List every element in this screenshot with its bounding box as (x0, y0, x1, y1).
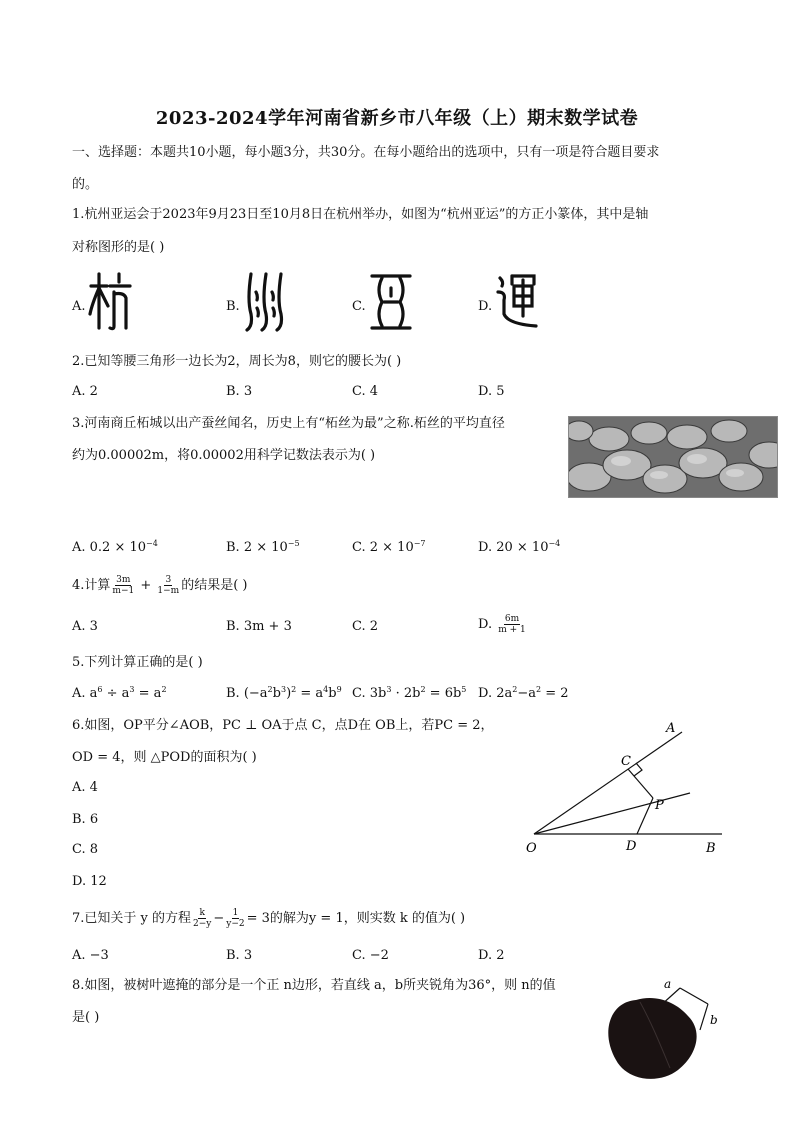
q6-geometry-figure (520, 712, 730, 860)
silk-cocoon-photo (568, 416, 778, 498)
q4-option-b: B. 3m + 3 (226, 619, 292, 634)
q4-fraction-1: $\frac{3m}{m-1}$ (112, 575, 135, 596)
q2-option-a: A. 2 (72, 384, 98, 399)
q3-stem-line1: 3.河南商丘柘城以出产蚕丝闻名，历史上有“柘丝为最”之称.柘丝的平均直径 (72, 416, 505, 431)
q4-stem: 4.计算 $\frac{3m}{m-1}$ + $\frac{3}{1-m}$ 的结果是( ) (72, 575, 248, 596)
q7-fraction-1: $\frac{k}{2-y}$ (193, 908, 212, 929)
segment-pd (637, 798, 653, 834)
ray-oa (534, 732, 682, 834)
label-b: B (706, 841, 716, 856)
q5-option-a: A. $a^6 \div a^3 = a^2$ (72, 685, 167, 701)
q3-option-c: C. $2 \times 10^{-7}$ (352, 539, 426, 555)
q6-stem-line2: OD = 4，则 △POD的面积为( ) (72, 750, 257, 765)
q2-option-d: D. 5 (478, 384, 505, 399)
bisector-op (534, 793, 690, 834)
q6-option-c: C. 8 (72, 842, 99, 857)
label-o: O (526, 841, 537, 856)
seal-glyph-hang-icon (88, 270, 132, 332)
q1-option-a: A. (72, 299, 86, 314)
q6-option-d: D. 12 (72, 874, 107, 889)
q5-stem: 5.下列计算正确的是( ) (72, 655, 203, 670)
section-heading-line1: 一、选择题：本题共10小题，每小题3分，共30分。在每小题给出的选项中，只有一项是符合题目要求 (72, 145, 660, 160)
seal-glyph-yun-icon (494, 270, 540, 332)
q7-option-c: C. −2 (352, 948, 389, 963)
q7-option-d: D. 2 (478, 948, 505, 963)
q1-option-d: D. (478, 299, 493, 314)
q2-option-b: B. 3 (226, 384, 253, 399)
q7-stem: 7.已知关于 y 的方程 $\frac{k}{2-y}$ − $\frac{1}{y-2}$ = 3的解为y = 1，则实数 k 的值为( ) (72, 908, 466, 929)
q4-option-d: D. $\frac{6m}{m + 1}$ (478, 614, 526, 635)
q3-option-a: A. $0.2 \times 10^{-4}$ (72, 539, 158, 555)
label-a: a (664, 977, 672, 991)
leaf-shape (608, 998, 696, 1079)
q5-option-b: B. $(-a^2b^3)^2 = a^4b^9$ (226, 685, 342, 701)
label-p: P (655, 798, 664, 813)
q2-option-c: C. 4 (352, 384, 379, 399)
seal-glyph-zhou-icon (243, 270, 289, 332)
q4-option-a: A. 3 (72, 619, 98, 634)
q5-option-d: D. $2a^2-a^2 = 2$ (478, 685, 569, 701)
q6-stem-line1: 6.如图，OP平分∠AOB，PC ⊥ OA于点 C，点D在 OB上，若PC = 2， (72, 718, 494, 733)
q6-option-b: B. 6 (72, 812, 99, 827)
q7-option-b: B. 3 (226, 948, 253, 963)
q5-option-c: C. $3b^3 \cdot 2b^2 = 6b^5$ (352, 685, 467, 701)
polygon-top-edge (680, 988, 708, 1004)
label-b: b (710, 1013, 718, 1027)
q6-option-a: A. 4 (72, 780, 98, 795)
q1-option-c: C. (352, 299, 366, 314)
label-c: C (621, 754, 631, 769)
q3-option-d: D. $20 \times 10^{-4}$ (478, 539, 561, 555)
q1-stem-line2: 对称图形的是( ) (72, 240, 165, 255)
seal-glyph-ya-icon (368, 272, 414, 332)
q8-stem-line2: 是( ) (72, 1010, 100, 1025)
q8-leaf-figure (600, 972, 730, 1090)
segment-pc (628, 769, 653, 798)
page-title: 2023-2024学年河南省新乡市八年级（上）期末数学试卷 (155, 108, 639, 129)
q7-fraction-2: $\frac{1}{y-2}$ (226, 908, 245, 929)
q8-stem-line1: 8.如图，被树叶遮掩的部分是一个正 n边形，若直线 a，b所夹锐角为36°，则 n的值 (72, 978, 556, 993)
q3-option-b: B. $2 \times 10^{-5}$ (226, 539, 300, 555)
section-heading-line2: 的。 (72, 177, 99, 192)
q4-fraction-2: $\frac{3}{1-m}$ (157, 575, 180, 596)
q3-stem-line2: 约为0.00002m，将0.00002用科学记数法表示为( ) (72, 448, 376, 463)
q7-option-a: A. −3 (72, 948, 109, 963)
q1-option-b: B. (226, 299, 240, 314)
q4-option-c: C. 2 (352, 619, 379, 634)
label-a: A (666, 721, 676, 736)
q1-stem-line1: 1.杭州亚运会于2023年9月23日至10月8日在杭州举办，如图为“杭州亚运”的方正小篆体，其中是轴 (72, 207, 649, 222)
q2-stem: 2.已知等腰三角形一边长为2，周长为8，则它的腰长为( ) (72, 354, 402, 369)
label-d: D (626, 839, 637, 854)
line-b-segment (700, 1004, 708, 1030)
